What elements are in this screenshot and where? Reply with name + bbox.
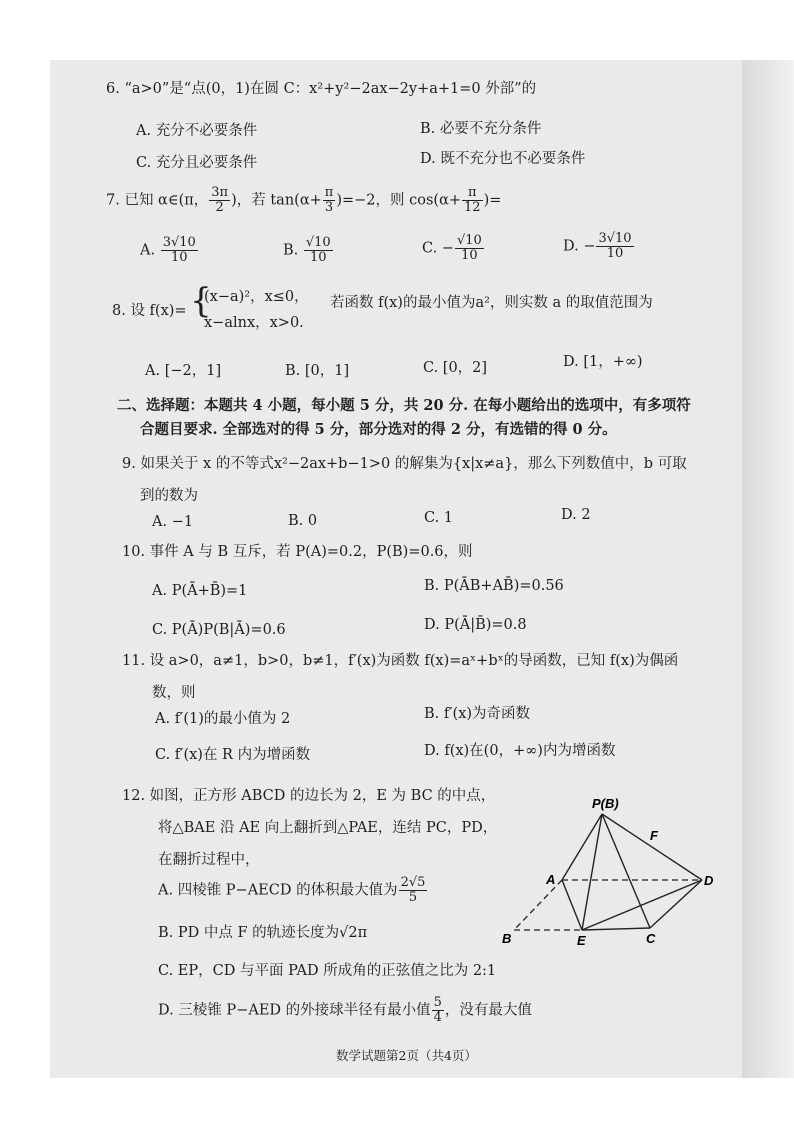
q11-option-b: B. f′(x)为奇函数 (424, 706, 531, 722)
q12-option-d (158, 996, 532, 1025)
q8-case-1: (x−a)²，x≤0， (204, 289, 309, 305)
edge-ec (582, 928, 650, 930)
q8-option-b: B. [0，1] (285, 363, 350, 379)
q10-option-d: D. P(Ā|B̄)=0.8 (424, 617, 527, 633)
q7-a-den: 10 (170, 250, 188, 265)
q7-a-num: 3√10 (162, 235, 196, 250)
label-d: D (704, 873, 714, 888)
q7-option-d (563, 232, 635, 261)
q7-c-den: 10 (461, 248, 478, 263)
q8-option-d: D. [1，+∞) (563, 354, 643, 370)
q7-option-a (140, 236, 199, 265)
q6-option-a: A. 充分不必要条件 (136, 123, 258, 139)
q12-a-den: 5 (408, 890, 418, 905)
q12-d-post: ，没有最大值 (444, 1002, 532, 1019)
q7-d-label: D. − (563, 238, 596, 255)
q11-option-c: C. f′(x)在 R 内为增函数 (155, 747, 311, 763)
label-b: B (502, 931, 512, 946)
q11-stem-line1: 11. 设 a>0，a≠1，b>0，b≠1，f′(x)为函数 f(x)=aˣ+bˣ的导函数，已知 f(x)为偶函 (122, 653, 679, 669)
q7-d-den: 10 (606, 246, 624, 261)
q6-option-b: B. 必要不充分条件 (420, 121, 542, 137)
q8-option-c: C. [0，2] (423, 360, 488, 376)
edge-pd (602, 814, 702, 880)
q7-d-num: 3√10 (598, 231, 632, 246)
label-a: A (546, 872, 556, 887)
label-c: C (646, 931, 656, 946)
q10-option-a: A. P(Ā+B̄)=1 (152, 583, 248, 599)
q7-frac2-num: π (324, 185, 334, 200)
q7-c-label: C. − (422, 240, 454, 257)
edge-ae (562, 880, 582, 930)
q11-option-d: D. f(x)在(0，+∞)内为增函数 (424, 743, 616, 759)
q7-b-label: B. (283, 242, 299, 259)
q8-option-a: A. [−2，1] (145, 363, 222, 379)
q10-stem: 10. 事件 A 与 B 互斥，若 P(A)=0.2，P(B)=0.6，则 (122, 544, 473, 560)
q7-frac1-num: 3π (211, 185, 229, 200)
pyramid-figure (490, 788, 730, 958)
q7-c-num: √10 (456, 233, 482, 248)
q9-stem-line1: 9. 如果关于 x 的不等式x²−2ax+b−1>0 的解集为{x|x≠a}，那么下列数值中，b 可取 (122, 456, 687, 472)
q7-stem-mid: )，若 tan(α+ (231, 192, 322, 209)
edge-pc (602, 814, 650, 928)
q8-brace: { (190, 281, 212, 321)
q7-frac-3pi-2 (209, 186, 230, 215)
q11-stem-line2: 数，则 (152, 685, 196, 701)
q8-stem-pre: 8. 设 f(x)= (112, 303, 187, 319)
q9-option-c: C. 1 (424, 510, 454, 526)
q7-b-num: √10 (305, 235, 331, 250)
q7-stem-pre: 7. 已知 α∈(π， (106, 192, 209, 209)
q10-option-b: B. P(ĀB+AB̄)=0.56 (424, 578, 564, 594)
q10-option-c: C. P(Ā)P(B|Ā)=0.6 (152, 622, 286, 638)
q12-a-num: 2√5 (400, 875, 426, 890)
q12-stem-line1: 12. 如图，正方形 ABCD 的边长为 2，E 为 BC 的中点， (122, 788, 496, 804)
q9-option-a: A. −1 (152, 514, 194, 530)
label-p: P(B) (592, 796, 619, 811)
q12-d-den: 4 (433, 1010, 442, 1025)
q7-frac-pi-3 (323, 186, 336, 215)
q7-b-den: 10 (310, 250, 327, 265)
q9-option-d: D. 2 (561, 507, 591, 523)
q7-stem-post: )= (483, 192, 502, 209)
q12-option-c: C. EP，CD 与平面 PAD 所成角的正弦值之比为 2:1 (158, 963, 497, 979)
q9-option-b: B. 0 (288, 513, 318, 529)
q7-frac1-den: 2 (215, 200, 224, 215)
q8-stem-post: 若函数 f(x)的最小值为a²，则实数 a 的取值范围为 (330, 295, 653, 311)
q12-stem-line3: 在翻折过程中， (158, 852, 260, 868)
page-footer: 数学试题第2页（共4页） (336, 1048, 477, 1063)
q7-stem (106, 186, 501, 215)
q12-a-text: A. 四棱锥 P−AECD 的体积最大值为 (158, 882, 398, 899)
section2-heading-line1: 二、选择题：本题共 4 小题，每小题 5 分，共 20 分. 在每小题给出的选项中，有多项符 (117, 397, 691, 414)
edge-ab-dashed (514, 880, 562, 930)
label-e: E (577, 933, 586, 948)
edge-cd (650, 880, 702, 928)
q7-frac-pi-12 (462, 186, 483, 215)
q12-d-text: D. 三棱锥 P−AED 的外接球半径有最小值 (158, 1002, 431, 1019)
section2-heading-line2: 合题目要求. 全部选对的得 5 分，部分选对的得 2 分，有选错的得 0 分。 (140, 421, 617, 438)
q12-option-a (158, 876, 428, 905)
label-f: F (650, 828, 658, 843)
q7-option-b (283, 236, 334, 265)
q6-option-c: C. 充分且必要条件 (136, 155, 258, 171)
q7-a-label: A. (140, 242, 156, 259)
q12-option-b: B. PD 中点 F 的轨迹长度为√2π (158, 925, 368, 941)
q11-option-a: A. f′(1)的最小值为 2 (155, 711, 291, 727)
q7-option-c (422, 234, 485, 263)
q6-stem: 6. “a>0”是“点(0，1)在圆 C：x²+y²−2ax−2y+a+1=0 外部”的 (106, 81, 537, 97)
edge-ed (582, 880, 702, 930)
q6-option-d: D. 既不充分也不必要条件 (420, 151, 586, 167)
q7-frac2-den: 3 (324, 200, 334, 215)
q12-stem-line2: 将△BAE 沿 AE 向上翻折到△PAE，连结 PC，PD， (158, 820, 498, 836)
q7-frac3-num: π (462, 186, 483, 201)
q12-d-num: 5 (433, 995, 442, 1010)
q8-case-2: x−alnx，x>0. (204, 315, 304, 331)
q7-frac3-den: 12 (464, 200, 481, 215)
q9-stem-line2: 到的数为 (140, 488, 198, 504)
q7-stem-mid2: )=−2，则 cos(α+ (336, 192, 462, 209)
page-shadow (742, 60, 794, 1078)
